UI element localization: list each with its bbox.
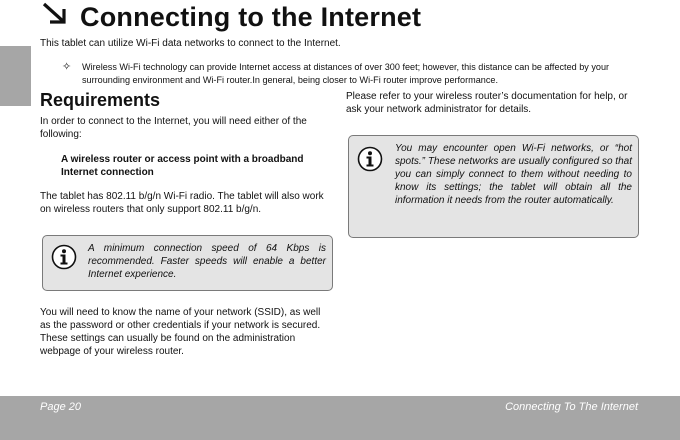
requirements-paragraph-3: You will need to know the name of your network (SSID), as well as the password or other credentials if your network is secured. These settings can usually be found on the administration webpage of your wireless router.	[40, 307, 321, 357]
note-box-hotspots	[348, 135, 639, 238]
page-title-text: Connecting to the Internet	[80, 2, 422, 32]
requirements-bold-item: A wireless router or access point with a broadband Internet connection	[61, 154, 304, 178]
info-icon	[357, 146, 383, 172]
footer-page-number: Page 20	[40, 401, 81, 413]
diamond-bullet-icon: ✧	[62, 61, 72, 73]
page-title	[40, 0, 421, 32]
requirements-paragraph-2: The tablet has 802.11 b/g/n Wi-Fi radio. The tablet will also work on wireless routers that only support 802.11 b/g/n.	[40, 191, 324, 215]
note-speed-text: A minimum connection speed of 64 Kbps is recommended. Faster speeds will enable a better Internet experience.	[88, 243, 326, 280]
note-box-speed	[42, 235, 333, 291]
info-icon	[51, 244, 77, 270]
side-tab-marker	[0, 46, 31, 106]
requirements-heading: Requirements	[40, 90, 161, 110]
down-right-arrow-icon	[40, 0, 70, 33]
note-hotspots-text: You may encounter open Wi-Fi networks, or “hot spots.” These networks are usually configured so that you can simply connect to them without needing to know its settings; the tablet will obtain all the information it needs from the router automatically.	[395, 143, 632, 206]
page-footer	[0, 396, 680, 440]
intro-paragraph: This tablet can utilize Wi-Fi data networks to connect to the Internet.	[40, 38, 341, 49]
requirements-paragraph-1: In order to connect to the Internet, you will need either of the following:	[40, 116, 307, 140]
right-paragraph-1: Please refer to your wireless router’s documentation for help, or ask your network administrator for details.	[346, 91, 628, 115]
bullet-item	[62, 61, 642, 87]
footer-section-title: Connecting To The Internet	[505, 401, 638, 413]
bullet-text: Wireless Wi-Fi technology can provide Internet access at distances of over 300 feet; however, this distance can be affected by your surrounding environment and Wi-Fi router.In general, being closer to Wi-Fi router improve performance.	[82, 62, 610, 85]
